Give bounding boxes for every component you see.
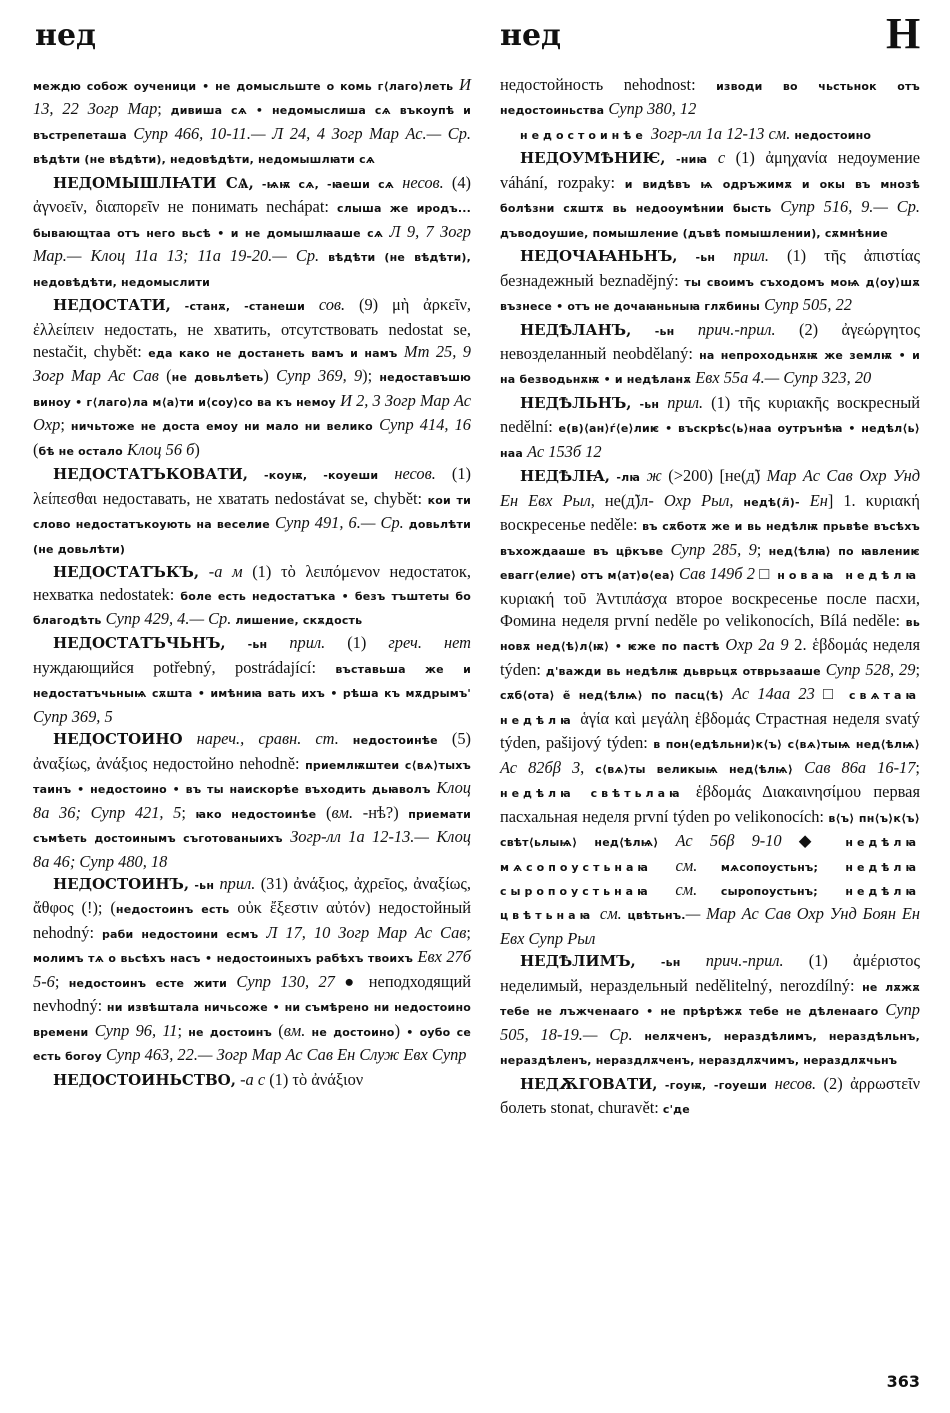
dictionary-entry (500, 147, 920, 245)
citation-text: прил. (659, 392, 704, 412)
definition-text: (1) ἀμέριστος неделимый, нераздельный nedělitelný, nerozdílný: (500, 951, 920, 995)
definition-text: 2. ἑβδομάς неделя týden: (500, 635, 921, 679)
citation-text: Сав 149б 2 (674, 564, 755, 584)
slavonic-text: ничьтоже не доста емоу ни мало ни велико (64, 420, 373, 434)
slavonic-text: недѣлꙗ сыропоустьнаꙗ (500, 860, 921, 898)
slavonic-text: ни извѣштала ничьсоже • ни съмѣрено ни недостоино времени (33, 1001, 471, 1039)
definition-text: (>200) [не(д̃) (661, 466, 761, 486)
citation-text: Супр 380, 12 (604, 99, 697, 119)
citation-text: несов. (394, 172, 444, 192)
citation-text: Супр 369, 9 (276, 366, 363, 386)
citation-text: прил. (715, 246, 770, 266)
slavonic-text: недѣлꙗ цвѣтьнаꙗ (500, 884, 920, 923)
slavonic-text: въставьша же и недостатъчьныѩ сѫшта • имѣниꙗ вать ихъ • рѣша къ мѫдрымъ' (33, 662, 471, 701)
slavonic-text: недѣ(л̃)- (733, 495, 800, 509)
slavonic-text: новаꙗ недѣлꙗ (769, 569, 920, 583)
slavonic-text: изводи во чьстьнок отъ недостоиньства (500, 80, 921, 118)
entry-headword: НЕДОСТОИНО (53, 730, 183, 749)
citation-text: сов. (305, 295, 346, 315)
citation-text: Клоц 56 б (122, 439, 195, 459)
slavonic-text: -коуѭ, -коуеши (248, 469, 379, 483)
definition-text: , не(д̃)л- (590, 490, 654, 510)
section-letter: Н (886, 9, 921, 58)
slavonic-text: нед⟨ѣлꙗ⟩ по ꙗвлениѥ евагг⟨елие⟩ отъ м⟨ат⟩ѳ⟨еа⟩ (500, 544, 920, 583)
slavonic-text: и видѣвъ ѩ одръжимѫ и окы въ мнозѣ болѣзни сѫштѫ вь недооумѣнии бысть (500, 177, 920, 216)
citation-text: Л 17, 10 Зогр Мар Ас Сав (258, 922, 467, 942)
slavonic-text: слыша же иродъ... бывающтаа отъ него вьсѣ • и не домышлꙗаше сѧ (33, 202, 471, 240)
citation-text: прил. (214, 873, 256, 893)
slavonic-text: мѧсопоустьнъ; (697, 860, 819, 874)
definition-text: недостойность nehodnost: (500, 75, 696, 94)
entry-headword: НЕДОЧАꙖНЬНЪ, (520, 247, 678, 266)
dictionary-entry (33, 632, 471, 728)
definition-text: ( (316, 802, 332, 822)
entry-headword: НЕДОУМѢНИѤ, (520, 149, 666, 168)
definition-text: ); (362, 366, 373, 386)
definition-text: ) (394, 1020, 401, 1040)
slavonic-text: в пон⟨едѣльни⟩к⟨ъ⟩ с⟨вѧ⟩тыѩ нед⟨ѣлѩ⟩ (647, 738, 920, 752)
citation-text: И 13, 22 Зогр Мар (33, 75, 472, 119)
citation-text: см. (594, 904, 622, 924)
slavonic-text: • оубо се есть богоу (33, 1025, 471, 1064)
slavonic-text: -лꙗ (609, 471, 641, 485)
dictionary-entry (33, 728, 471, 873)
definition-text: ● неподходящий nevhodný: (33, 971, 471, 1016)
definition-text: (2) ἀρρωστεῖν болеть stonat, churavět: (500, 1073, 921, 1118)
definition-text: ( (158, 366, 172, 386)
definition-text: (2) ἀγεώργητος невозделанный neobdělaný: (500, 319, 920, 363)
definition-text: □ (814, 684, 838, 704)
slavonic-text: нелѫченъ, нераздѣлимъ, нераздѣльнъ, нераздѣленъ, нераздлѫченъ, нераздлѫчимъ, нераздлѫчьнъ (500, 1029, 921, 1068)
slavonic-text: ты своимъ съходомъ моѩ д⟨оу⟩шѫ възнесе • отъ не дочаꙗньныꙗ глѫбины (500, 275, 920, 314)
entry-headword: НЕДОСТОИНЪ, (53, 874, 190, 893)
citation-text: прич.-прил. (674, 319, 776, 339)
slavonic-text: молимъ тѧ о вьсѣхъ насъ • недостоиныхъ рабѣхъ твоихъ (33, 952, 414, 966)
citation-text: Ен (799, 490, 828, 510)
slavonic-text: свѧтаꙗ недѣлꙗ (500, 689, 920, 727)
definition-text: ◆ (781, 831, 825, 851)
slavonic-text: -ьн (189, 878, 215, 892)
citation-text: Супр 463, 22.— Зогр Мар Ас Сав Ен Служ Евх Супр (101, 1045, 467, 1065)
slavonic-text: бѣ не остало (38, 444, 123, 458)
citation-text: -а с (235, 1069, 266, 1089)
entry-headword: НЕДОСТАТЪКЪ, (53, 563, 200, 582)
slavonic-text: междю собож оученици • не домысльште о комь г⟨лаго⟩леть (33, 80, 454, 93)
dictionary-entry (33, 561, 471, 632)
slavonic-text: вь новѫ нед⟨ѣ⟩л⟨ѭ⟩ • ѥже по пастѣ (500, 615, 920, 654)
citation-text: Супр 491, 6.— Ср. (269, 513, 404, 533)
slavonic-text: недѣлꙗ мѧсопоустьнаꙗ (500, 836, 921, 874)
citation-text: Супр 369, 5 (33, 706, 113, 726)
dictionary-entry (500, 123, 920, 147)
slavonic-text: не лѫжѫ тебе не лъжченааго • не прѣрѣжѫ тебе не дѣленааго (500, 980, 920, 1019)
definition-text: ; (915, 757, 920, 777)
citation-text: несов. (378, 464, 436, 484)
slavonic-text: -гоуѭ, -гоуеши (657, 1078, 768, 1092)
slavonic-text: -ьн (631, 397, 660, 411)
slavonic-text: дъводоушие, помышление (дъвѣ помышлении), сѫмнѣние (500, 226, 888, 240)
definition-text: ; (181, 802, 186, 822)
citation-text: Сав 86а 16-17 (793, 757, 916, 777)
slavonic-text: еда како не достанеть вамъ и намъ (141, 346, 398, 360)
slavonic-text: сыропоустьнъ; (697, 884, 818, 898)
citation-text: Л 9, 7 Зогр Мар.— Клоц 11а 13; 11а 19-20.— Ср. (33, 221, 471, 266)
slavonic-text: вѣдѣти (не вѣдѣти), недовѣдѣти, недомыслити (33, 251, 471, 289)
citation-text: Супр 429, 4.— Ср. (101, 608, 232, 628)
slavonic-text: с⟨вѧ⟩ты великыѩ нед⟨ѣлѩ⟩ (584, 762, 794, 776)
citation-text: Мт 25, 9 Зогр Мар Ас Сав (33, 341, 471, 386)
running-head-right: нед (500, 18, 562, 53)
citation-text: Супр 130, 27 (227, 971, 335, 991)
citation-text: ж (640, 466, 662, 486)
right-column (500, 74, 920, 1121)
slavonic-text: -ѩѭ сѧ, -ꙗеши сѧ (253, 177, 395, 191)
slavonic-text: боле есть недостатъка • безъ тъштеты бо благодѣть (33, 589, 472, 627)
slavonic-text: приемати съмѣеть достоинымъ съготованыихъ (33, 807, 471, 846)
slavonic-text: -ниꙗ (665, 153, 708, 167)
citation-text: нареч., сравн. ст. (182, 729, 339, 749)
slavonic-text: на непроходьнѫѭ же землѭ • и на безводьнѫѭ • и недѣланѫ (500, 348, 920, 387)
citation-text: И 2, 3 Зогр Мар Ас Охр (33, 390, 471, 435)
definition-text: (5) ἀναξίως, ἀνάξιος недостойно nehodně: (33, 729, 472, 773)
dictionary-entry (500, 319, 920, 392)
slavonic-text: недостоинъ есте жити (59, 976, 228, 990)
entry-headword: НЕДѢЛЬНЪ, (520, 393, 632, 412)
citation-text: Мар Ас Сав Охр Унд Ен Евх Рыл (500, 466, 921, 510)
slavonic-text: приемлѭштеи с⟨вѧ⟩тыхъ таинъ • недостоино • въ ты наискорѣе въходить дьꙗволъ (33, 758, 471, 797)
citation-text: см. (651, 879, 698, 899)
definition-text: ; (157, 99, 162, 119)
dictionary-entry (33, 1069, 471, 1091)
citation-text: Супр 505, 18-19.— Ср. (500, 1000, 921, 1044)
dictionary-entry (500, 245, 920, 318)
slavonic-text: не достоинъ (182, 1025, 272, 1039)
dictionary-entry (500, 465, 920, 950)
definition-text: (9) μὴ ἀρκεῖν, ἐλλείπειν недостать, не хватить, отсутствовать nedostat se, nestačit, chybět: (33, 295, 471, 361)
definition-text: (1) (325, 633, 367, 653)
slavonic-text: сѫб⟨ота⟩ е̃ нед⟨ѣлѩ⟩ по пасц⟨ѣ⟩ (500, 689, 724, 703)
slavonic-text: дивиша сѧ • недомыслиша сѧ въкоупѣ и въстрепеташа (33, 104, 471, 142)
definition-text: нуждающийся potřebný, postrádající: (33, 657, 317, 677)
definition-text: ( (33, 439, 39, 459)
slavonic-text: не довьлѣеть (171, 371, 264, 385)
slavonic-text: ꙗко недостоинѣе (185, 807, 317, 821)
dictionary-entry (33, 172, 471, 294)
citation-text: Зогр-лл 1а 12-13.— Клоц 8а 46; Супр 480, 18 (33, 827, 471, 871)
entry-headword: НЕДОСТАТЪЧЬНЪ, (53, 634, 226, 653)
definition-text: , (580, 757, 585, 777)
definition-text: ; (466, 922, 471, 942)
slavonic-text: -ьн (635, 956, 681, 970)
definition-text: ἑβδομάς Διακαινησίμου первая пасхальная неделя první týden po velikonocích: (500, 782, 920, 826)
definition-text: (4) ἀγνοεῖν, διαπορεῖν не понимать nechápat: (33, 172, 472, 217)
definition-text: ; (177, 1020, 183, 1040)
slavonic-text: -ьн (631, 324, 675, 338)
slavonic-text: раби недостоини есмъ (94, 927, 259, 941)
slavonic-text: в⟨ъ⟩ пн⟨ъ⟩к⟨ъ⟩ свѣт⟨ьлыѩ⟩ нед⟨ѣлѩ⟩ (500, 811, 920, 850)
dictionary-entry (33, 873, 471, 1069)
definition-text: (1) ἀμηχανία недоумение váhání, rozpaky: (500, 148, 920, 192)
left-column (33, 74, 471, 1091)
slavonic-text: д'важди вь недѣлѭ дьврьцѫ отврьзааше (540, 664, 821, 678)
citation-text: Клоц 8а 36; Супр 421, 5 (33, 778, 471, 822)
citation-text: вм. (331, 802, 354, 822)
citation-text: Супр 505, 22 (760, 295, 852, 315)
citation-text: Супр 96, 11 (88, 1020, 178, 1040)
dictionary-entry (500, 950, 920, 1072)
slavonic-text: недостоино (790, 128, 872, 142)
definition-text: ) (194, 439, 200, 459)
running-head-left: нед (35, 18, 97, 53)
citation-text: Зогр-лл 1а 12-13 см. (646, 123, 791, 143)
citation-text: Ас 82бβ 3 (500, 757, 581, 777)
definition-text: -нѣ?) (353, 802, 399, 822)
citation-text: Евх 55а 4.— Супр 323, 20 (691, 368, 872, 388)
definition-text: ; (756, 539, 762, 559)
definition-text: κυριακή τοῦ Ἀντιπάσχα второе воскресенье после пасхи, Фомина неделя první neděle po velikonocích, Bílá neděle: (500, 588, 920, 630)
dictionary-entry (33, 294, 471, 463)
definition-text: , (729, 490, 734, 510)
citation-text: Ас 153б 12 (523, 441, 602, 461)
slavonic-text: цвѣтьнъ. (621, 909, 686, 923)
citation-text: Супр 414, 16 (372, 415, 472, 435)
slavonic-text: не достоино (305, 1025, 395, 1039)
dictionary-entry (500, 74, 920, 123)
slavonic-text: въ сѫботѫ же и вь недѣлѭ прьвѣе въсѣхъ въхождааше въ цр҄къве (500, 520, 920, 558)
citation-text: прич.-прил. (680, 951, 784, 971)
citation-text: с (707, 148, 726, 168)
definition-text: οὐκ ἔξεστιν αὐτόν) недостойный nehodný: (33, 898, 471, 942)
dictionary-entry (33, 463, 471, 561)
slavonic-text: вѣдѣти (не вѣдѣти), недовѣдѣти, недомышлꙗти сѧ (33, 153, 376, 167)
citation-text: греч. нет (366, 633, 471, 653)
definition-text: (1) τῆς ἀπιστίας безнадежный beznadějný: (500, 246, 920, 290)
citation-text: Ас 14аа 23 (723, 684, 815, 704)
citation-text: Супр 516, 9.— Ср. (771, 197, 921, 217)
slavonic-text: -ьн (225, 638, 268, 652)
entry-headword: НЕДОСТОИНЬСТВО, (53, 1070, 236, 1089)
citation-text: Супр 466, 10-11.— Л 24, 4 Зогр Мар Ас.— Ср. (126, 123, 471, 143)
definition-text: ; (54, 971, 60, 991)
slavonic-text: -станѫ, -станеши (170, 300, 306, 314)
slavonic-text: недѣлꙗ свѣтьлаꙗ (500, 787, 684, 801)
definition-text: (1) τὸ λειπόμενον недостаток, нехватка nedostatek: (33, 562, 471, 604)
entry-headword: НЕДОСТАТИ, (53, 296, 171, 315)
definition-text: (1) τὸ ἀνάξιον (265, 1069, 364, 1089)
citation-text: вм. (283, 1020, 306, 1040)
slavonic-text: е(в)⟨ан⟩ѓ⟨е⟩лиѥ • въскрѣс⟨ь⟩наа оутрънѣꙗ • недѣл⟨ь⟩наа (500, 422, 920, 460)
definition-text: ] 1. κυριακή воскресенье neděle: (500, 490, 920, 535)
entry-headword: НЕДѢЛꙖ, (520, 467, 610, 486)
entry-headword: НЕДОМЫШЛꙖТИ СѦ, (53, 173, 254, 192)
definition-text: (1) τῆς κυριακῆς воскресный nedělní: (500, 392, 920, 437)
slavonic-text: недостоинѣе (338, 734, 438, 748)
definition-text: ) (263, 366, 277, 386)
citation-text: Охр 2а 9 (719, 635, 789, 655)
citation-text: Охр Рыл (653, 490, 730, 510)
entry-headword: НЕДѪГОВАТИ, (520, 1074, 658, 1093)
slavonic-text: недостоинъ есть (115, 903, 230, 917)
definition-text: ἁγία καὶ μεγάλη ἑβδομάς Страстная неделя svatý týden, pašijový týden: (500, 708, 920, 753)
entry-headword: НЕДѢЛАНЪ, (520, 320, 632, 339)
citation-text: Евх 27б 5-6 (33, 947, 471, 991)
citation-text: несов. (767, 1073, 817, 1093)
entry-headword: НЕДѢЛИМЪ, (520, 952, 636, 971)
citation-text: прил. (267, 633, 326, 653)
slavonic-text: довьлѣти (не довьлѣти) (33, 518, 471, 556)
slavonic-text: недоставъшю виноу • г⟨лаго⟩ла м⟨а⟩ти и⟨соу⟩со ва къ немоу (33, 371, 471, 409)
definition-text: (31) ἀνάξιος, ἀχρεῖος, ἀναξίως, ἄθφος (!); ( (33, 873, 471, 918)
slavonic-text: -ьн (677, 251, 716, 265)
citation-text: -а м (199, 562, 243, 582)
definition-text: ; (915, 659, 920, 679)
slavonic-text: недостоинѣе (520, 128, 647, 142)
definition-text: □ (754, 564, 770, 584)
citation-text: — Мар Ас Сав Охр Унд Боян Ен Евх Супр Рыл (500, 904, 920, 948)
dictionary-entry (500, 1073, 920, 1122)
slavonic-text: лишение, скѫдость (231, 613, 363, 627)
citation-text: Супр 285, 9 (663, 539, 757, 559)
citation-text: Ас 56β 9-10 (658, 831, 782, 851)
citation-text: см. (651, 855, 698, 875)
dictionary-entry (500, 392, 920, 465)
slavonic-text: кои ти слово недостатъкоують на веселие (33, 493, 471, 532)
slavonic-text: с'де (658, 1103, 690, 1117)
definition-text: (1) λείπεσθαι недоставать, не хватать nedostávat se, chybět: (33, 464, 471, 508)
citation-text: Супр 528, 29 (820, 659, 916, 679)
entry-headword: НЕДОСТАТЪКОВАТИ, (53, 465, 248, 484)
page-number: 363 (886, 1372, 920, 1391)
definition-text: ; (60, 415, 65, 435)
definition-text: ( (271, 1020, 284, 1040)
dictionary-entry (33, 74, 471, 172)
